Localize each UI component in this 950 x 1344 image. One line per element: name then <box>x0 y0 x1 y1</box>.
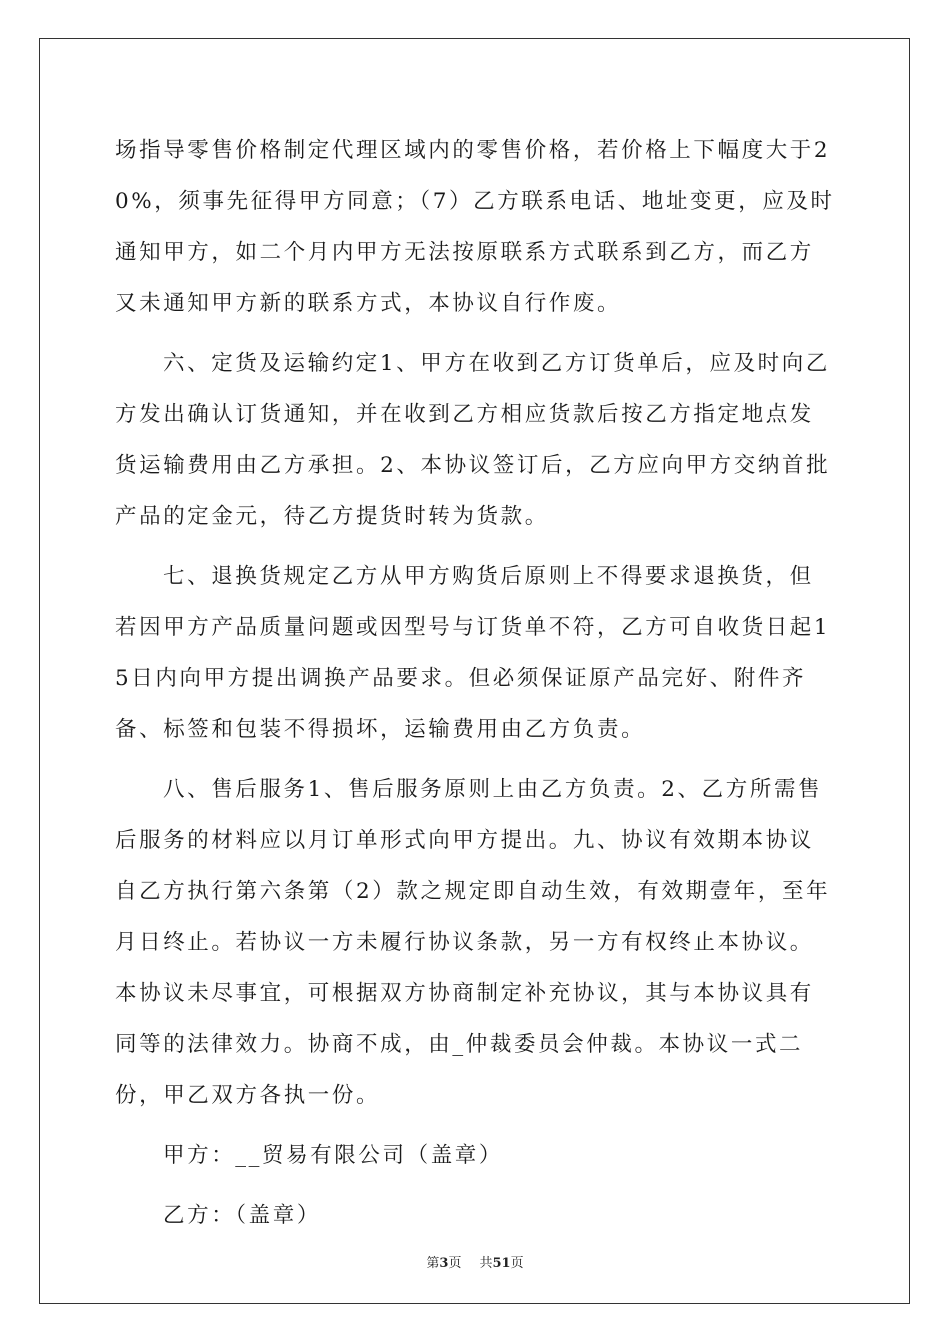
page-prefix: 第 <box>426 1256 440 1271</box>
page-number: 3 <box>439 1256 449 1271</box>
total-suffix: 页 <box>510 1256 524 1271</box>
paragraph-continuation: 场指导零售价格制定代理区域内的零售价格，若价格上下幅度大于20%，须事先征得甲方同意；（7）乙方联系电话、地址变更，应及时通知甲方，如二个月内甲方无法按原联系方式联系到乙方，而乙方又未通知甲方新的联系方式，本协议自行作废。 <box>115 138 835 316</box>
paragraph-section-8-9: 八、售后服务1、售后服务原则上由乙方负责。2、乙方所需售后服务的材料应以月订单形式向甲方提出。九、协议有效期本协议自乙方执行第六条第（2）款之规定即自动生效，有效期壹年，至年月日终止。若协议一方未履行协议条款，另一方有权终止本协议。本协议未尽事宜，可根据双方协商制定补充协议，其与本协议具有同等的法律效力。协商不成，由_仲裁委员会仲裁。本协议一式二份，甲乙双方各执一份。 <box>115 777 831 1108</box>
document-body <box>115 125 835 1250</box>
total-pages: 51 <box>492 1256 511 1271</box>
paragraph-section-6: 六、定货及运输约定1、甲方在收到乙方订货单后，应及时向乙方发出确认订货通知，并在收到乙方相应货款后按乙方指定地点发货运输费用由乙方承担。2、本协议签订后，乙方应向甲方交纳首批产品的定金元，待乙方提货时转为货款。 <box>115 351 831 529</box>
paragraph-section-7: 七、退换货规定乙方从甲方购货后原则上不得要求退换货，但若因甲方产品质量问题或因型号与订货单不符，乙方可自收货日起15日内向甲方提出调换产品要求。但必须保证原产品完好、附件齐备、标签和包装不得损坏，运输费用由乙方负责。 <box>115 564 831 742</box>
party-a-signature: 甲方：__贸易有限公司（盖章） <box>163 1143 504 1168</box>
party-b-signature: 乙方：（盖章） <box>163 1203 321 1228</box>
page-suffix: 页 <box>448 1256 462 1271</box>
page-footer <box>0 1252 950 1271</box>
total-prefix: 共 <box>479 1256 493 1271</box>
